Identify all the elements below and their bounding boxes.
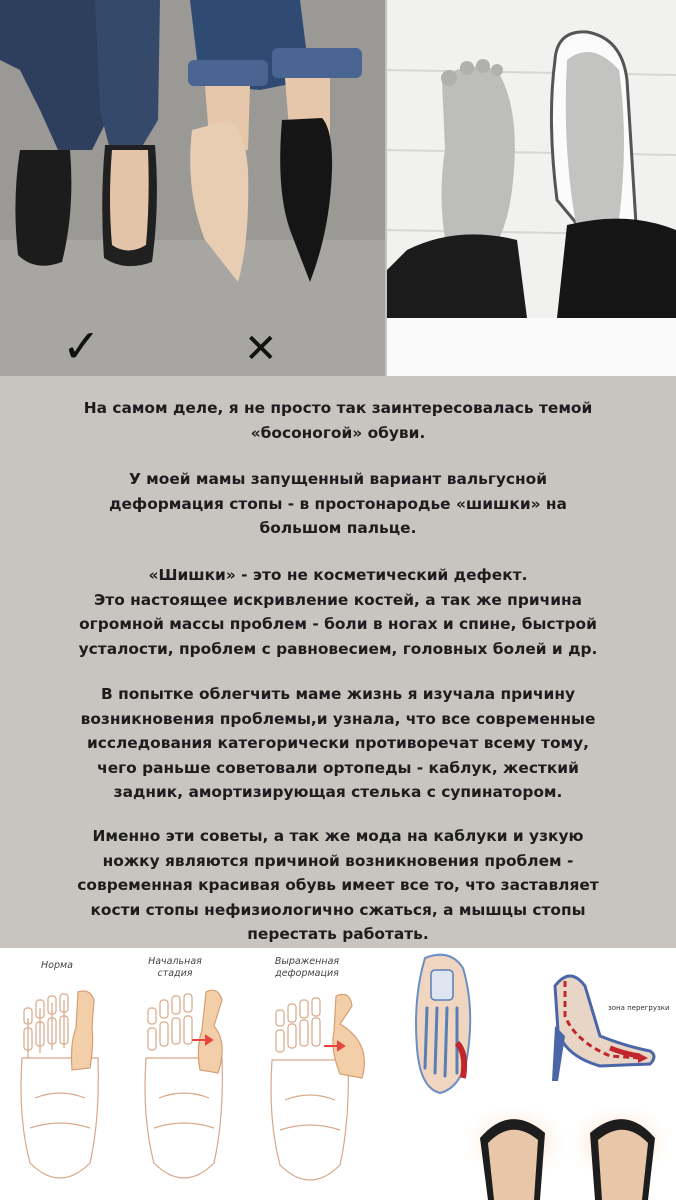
- text-line: чего раньше советовали ортопеды - каблук, жесткий: [97, 758, 579, 777]
- paragraph-1: [0, 396, 676, 445]
- bare-foot-right: [566, 52, 624, 230]
- stage-label-initial: Начальная стадия: [148, 956, 202, 979]
- big-toe-initial: [198, 990, 222, 1073]
- text-line: большом пальце.: [259, 519, 417, 537]
- text-line: исследования категорически противоречат всему тому,: [87, 734, 589, 752]
- shoe-comparison-photo: [0, 0, 385, 376]
- text-line: «босоногой» обуви.: [250, 423, 426, 442]
- text-line: ножку являются причиной возникновения проблем -: [102, 851, 574, 870]
- trousers-right: [557, 219, 676, 318]
- article-text-panel: [0, 376, 676, 951]
- shoe-comparison-illustration: [0, 0, 385, 376]
- feet-photo: [387, 0, 676, 318]
- feet-illustration: [387, 0, 676, 318]
- heel-stiletto: [552, 1026, 565, 1081]
- big-toe-normal: [72, 991, 95, 1070]
- blue-foot-skeleton: [405, 948, 485, 1098]
- foot-skeletons: [0, 948, 390, 1200]
- bare-foot-left: [441, 67, 514, 250]
- text-line: У моей мамы запущенный вариант вальгусной: [128, 470, 548, 488]
- sneaker-left: [15, 150, 71, 266]
- paragraph-3: [0, 563, 676, 661]
- text-line: «Шишки» - это не косметический дефект.: [148, 566, 528, 584]
- text-line: деформация стопы - в простонародье «шишки» на: [109, 494, 567, 513]
- foot-deformation-diagram: [0, 948, 676, 1200]
- shoe-pair-topview: [460, 1098, 676, 1200]
- text-line: задник, амортизирующая стелька с супинатором.: [113, 783, 563, 801]
- text-line: В попытке облегчить маме жизнь я изучала причину: [101, 685, 575, 703]
- text-line: кости стопы нефизиологично сжаться, а мышцы стопы: [90, 900, 586, 919]
- high-heel-diagram: [540, 956, 665, 1086]
- overload-zone-label: зона перегрузки: [608, 1004, 670, 1012]
- text-line: перестать работать.: [247, 925, 429, 943]
- stage-label-normal: Норма: [41, 960, 73, 971]
- text-line: современная красивая обувь имеет все то, что заставляет: [77, 876, 599, 894]
- big-toe-severe: [333, 994, 365, 1078]
- text-line: усталости, проблем с равновесием, головных болей и др.: [78, 639, 598, 658]
- paragraph-4: [0, 682, 676, 805]
- check-mark: ✓: [62, 319, 101, 373]
- text-line: На самом деле, я не просто так заинтересовалась темой: [83, 399, 593, 417]
- photo-blank-area: [387, 318, 676, 376]
- text-line: огромной массы проблем - боли в ногах и спине, быстрой: [79, 615, 597, 633]
- text-line: Это настоящее искривление костей, а так же причина: [94, 590, 582, 609]
- paragraph-2: [0, 467, 676, 541]
- stage-label-severe: Выраженная деформация: [274, 956, 340, 979]
- paragraph-5: [0, 824, 676, 947]
- text-line: возникновения проблемы,и узнала, что все современные: [80, 709, 596, 728]
- cross-mark: ✕: [244, 326, 278, 372]
- text-line: Именно эти советы, а так же мода на каблуки и узкую: [92, 827, 584, 845]
